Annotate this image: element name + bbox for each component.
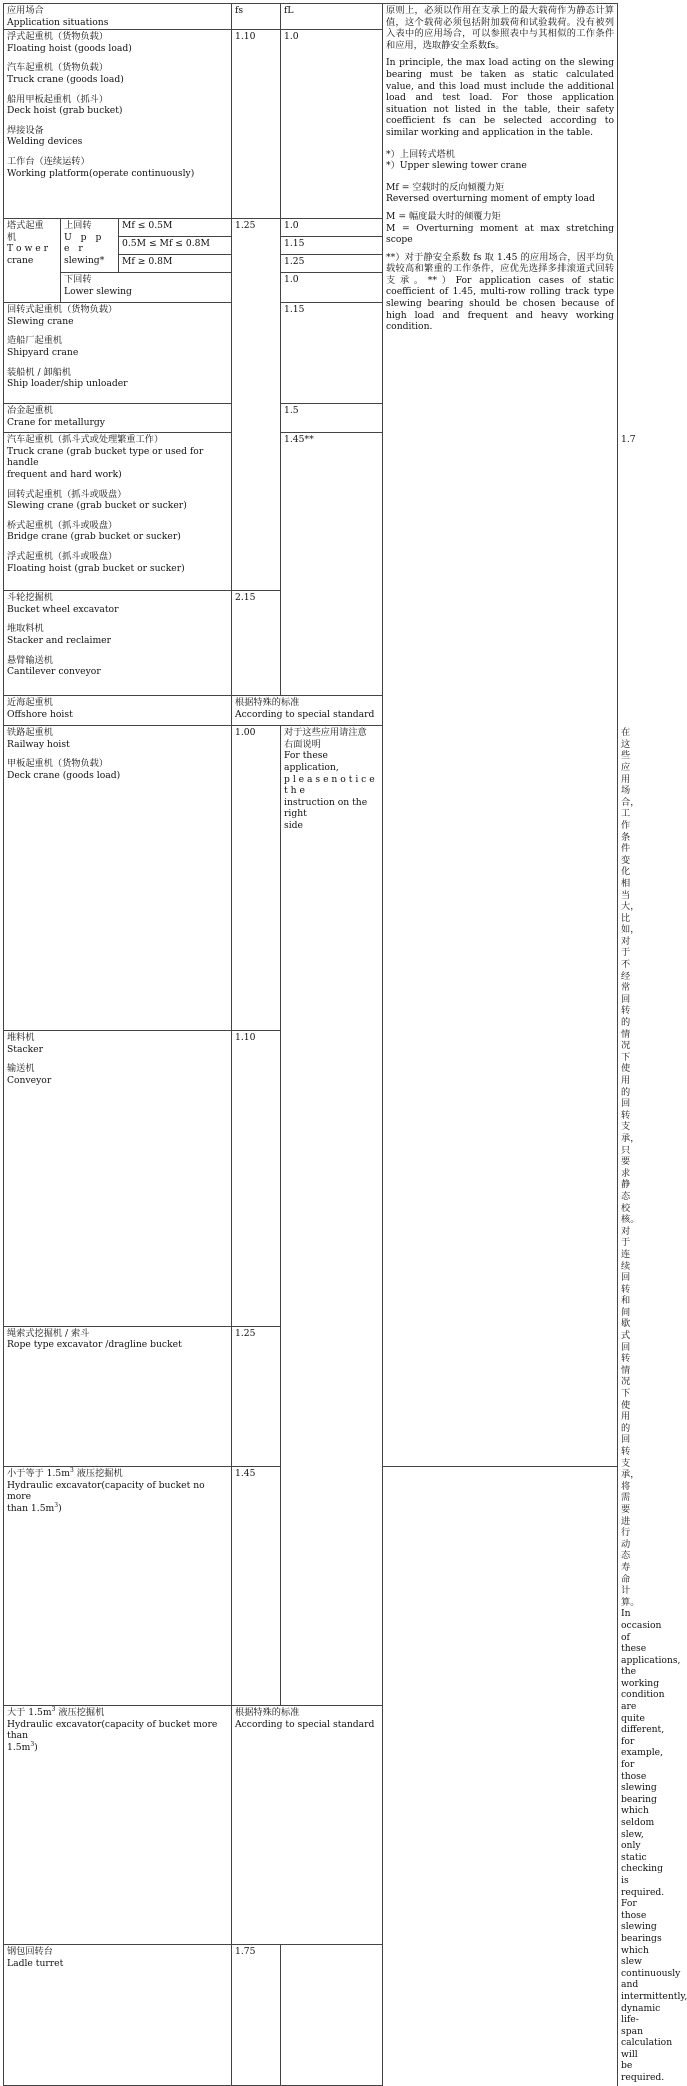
mf-condition: 0.5M ≤ Mf ≤ 0.8M (119, 237, 232, 255)
table-row: 铁路起重机 Railway hoist 甲板起重机（货物负载） Deck crane (goods load) 1.00 对于这些应用请注意 右面说明 For these application, p l e a s e n o t i c e t h e instruction on the right side 在这些应用场合，工作条件变化相当大，比如，对于不经常回转的情况下使用的回转支承，只要求静态校核。对于连续回转和间歇式回转情况下使用的回转支承，将需要进行动态寿命计算。 In occasion of these applications, the working condition are quite different, for example, for those slewing bearing which seldom slew, only static checking is required. For those slewing bearings which slew continuously and intermittently, dynamic life-span calculation will be required. (4, 726, 618, 1031)
special-standard-cell: 根据特殊的标准 According to special standard (232, 696, 383, 726)
fl-value: 1.15 (281, 303, 383, 404)
fl-value: 1.15 (281, 237, 383, 255)
fl-instruction-cell: 对于这些应用请注意 右面说明 For these application, p l e a s e n o t i c e t h e instruction on the right side (281, 726, 383, 1706)
row-heavy-cranes: 汽车起重机（抓斗式或处理繁重工作） Truck crane (grab bucket type or used for handle frequent and hard work) 回转式起重机（抓斗或吸盘） Slewing crane (grab bucket or sucker) 桥式起重机（抓斗或吸盘） Bridge crane (grab bucket or sucker) 浮式起重机（抓斗或吸盘） Floating hoist (grab bucket or sucker) (4, 433, 232, 591)
header-fl: fL (281, 4, 383, 30)
row-railway: 铁路起重机 Railway hoist 甲板起重机（货物负载） Deck crane (goods load) (4, 726, 232, 1031)
table-row: 汽车起重机（抓斗式或处理繁重工作） Truck crane (grab bucket type or used for handle frequent and hard work) 回转式起重机（抓斗或吸盘） Slewing crane (grab bucket or sucker) 桥式起重机（抓斗或吸盘） Bridge crane (grab bucket or sucker) 浮式起重机（抓斗或吸盘） Floating hoist (grab bucket or sucker) 1.45** 1.7 (4, 433, 618, 591)
fs-value: 1.25 (232, 1326, 281, 1466)
row-rope-excavator: 绳索式挖掘机 / 索斗 Rope type excavator /dragline bucket (4, 1326, 232, 1466)
table-header-row (4, 4, 618, 30)
row-slewing-cranes: 回转式起重机（货物负载） Slewing crane 造船厂起重机 Shipyard crane 装船机 / 卸船机 Ship loader/ship unloader (4, 303, 232, 404)
fs-value: 1.25 (232, 219, 281, 591)
tower-crane-cell: 塔式起重 机 T o w e r crane (4, 219, 61, 303)
header-application: 应用场合 Application situations (4, 4, 232, 30)
fl-value: 1.5 (281, 404, 383, 433)
row-hydraulic-small: 小于等于 $1.5m^3$ 液压挖掘机 Hydraulic excavator(capacity of bucket no more than $1.5m^3$) (4, 1467, 232, 1706)
fl-empty (281, 1945, 383, 2085)
row-metallurgy: 冶金起重机 Crane for metallurgy (4, 404, 232, 433)
fs-value: 1.45 (232, 1467, 281, 1706)
row-general-cranes: 浮式起重机（货物负载） Floating hoist (goods load) 汽车起重机（货物负载） Truck crane (goods load) 船用甲板起重机（抓斗） Deck hoist (grab bucket) 焊接设备 Welding devices 工作台（连续运转） Working platform(operate continuously) (4, 30, 232, 219)
mf-condition: Mf ≤ 0.5M (119, 219, 232, 237)
fs-value: 1.00 (232, 726, 281, 1031)
table-row (4, 1706, 618, 1945)
safety-coefficient-table (3, 3, 687, 2086)
row-excavators: 斗轮挖掘机 Bucket wheel excavator 堆取料机 Stacker and reclaimer 悬臂输送机 Cantilever conveyor (4, 591, 232, 696)
fl-value: 1.0 (281, 30, 383, 219)
header-fs: fs (232, 4, 281, 30)
fl-value: 1.0 (281, 219, 383, 237)
note-general: 原则上，必须以作用在支承上的最大载荷作为静态计算值，这个载荷必须包括附加载荷和试验载荷。没有被列入表中的应用场合，可以参照表中与其相似的工作条件和应用，选取静安全系数fs。 In principle, the max load acting on the slewing bearing must be taken as static calculated value, and this load must include the additional load and test load. For those application situation not listed in the table, their safety coefficient fs can be selected according to similar working and application in the table. *）上回转式塔机 *）Upper slewing tower crane Mf = 空载时的反向倾覆力矩 Reversed overturning moment of empty load M = 幅度最大时的倾覆力矩 M = Overturning moment at max stretching scope **）对于静安全系数 fs 取 1.45 的应用场合，因平均负载较高和繁重的工作条件，应优先选择多排滚道式回转支承。**）For application cases of static coefficient of 1.45, multi-row rolling track type slewing bearing should be chosen because of high load and frequent and heavy working condition. (383, 4, 618, 1467)
row-stacker: 堆料机 Stacker 输送机 Conveyor (4, 1031, 232, 1326)
upper-slewing-cell: 上回转 U p p e r slewing* (61, 219, 119, 273)
fl-value: 2.15 (232, 591, 281, 696)
lower-slewing-cell: 下回转 Lower slewing (61, 273, 232, 303)
fs-value: 1.10 (232, 1031, 281, 1326)
fs-value: 1.10 (232, 30, 281, 219)
special-standard-cell: 根据特殊的标准 According to special standard (232, 1706, 383, 1945)
row-ladle-turret: 钢包回转台 Ladle turret (4, 1945, 232, 2085)
mf-condition: Mf ≥ 0.8M (119, 255, 232, 273)
fl-value: 1.0 (281, 273, 383, 303)
row-hydraulic-large: 大于 $1.5m^3$ 液压挖掘机 Hydraulic excavator(capacity of bucket more than $1.5m^3$) (4, 1706, 232, 1945)
fs-value: 1.45** (281, 433, 383, 696)
table-row (4, 1945, 618, 2085)
fs-value: 1.75 (232, 1945, 281, 2085)
row-offshore: 近海起重机 Offshore hoist (4, 696, 232, 726)
fl-value: 1.25 (281, 255, 383, 273)
